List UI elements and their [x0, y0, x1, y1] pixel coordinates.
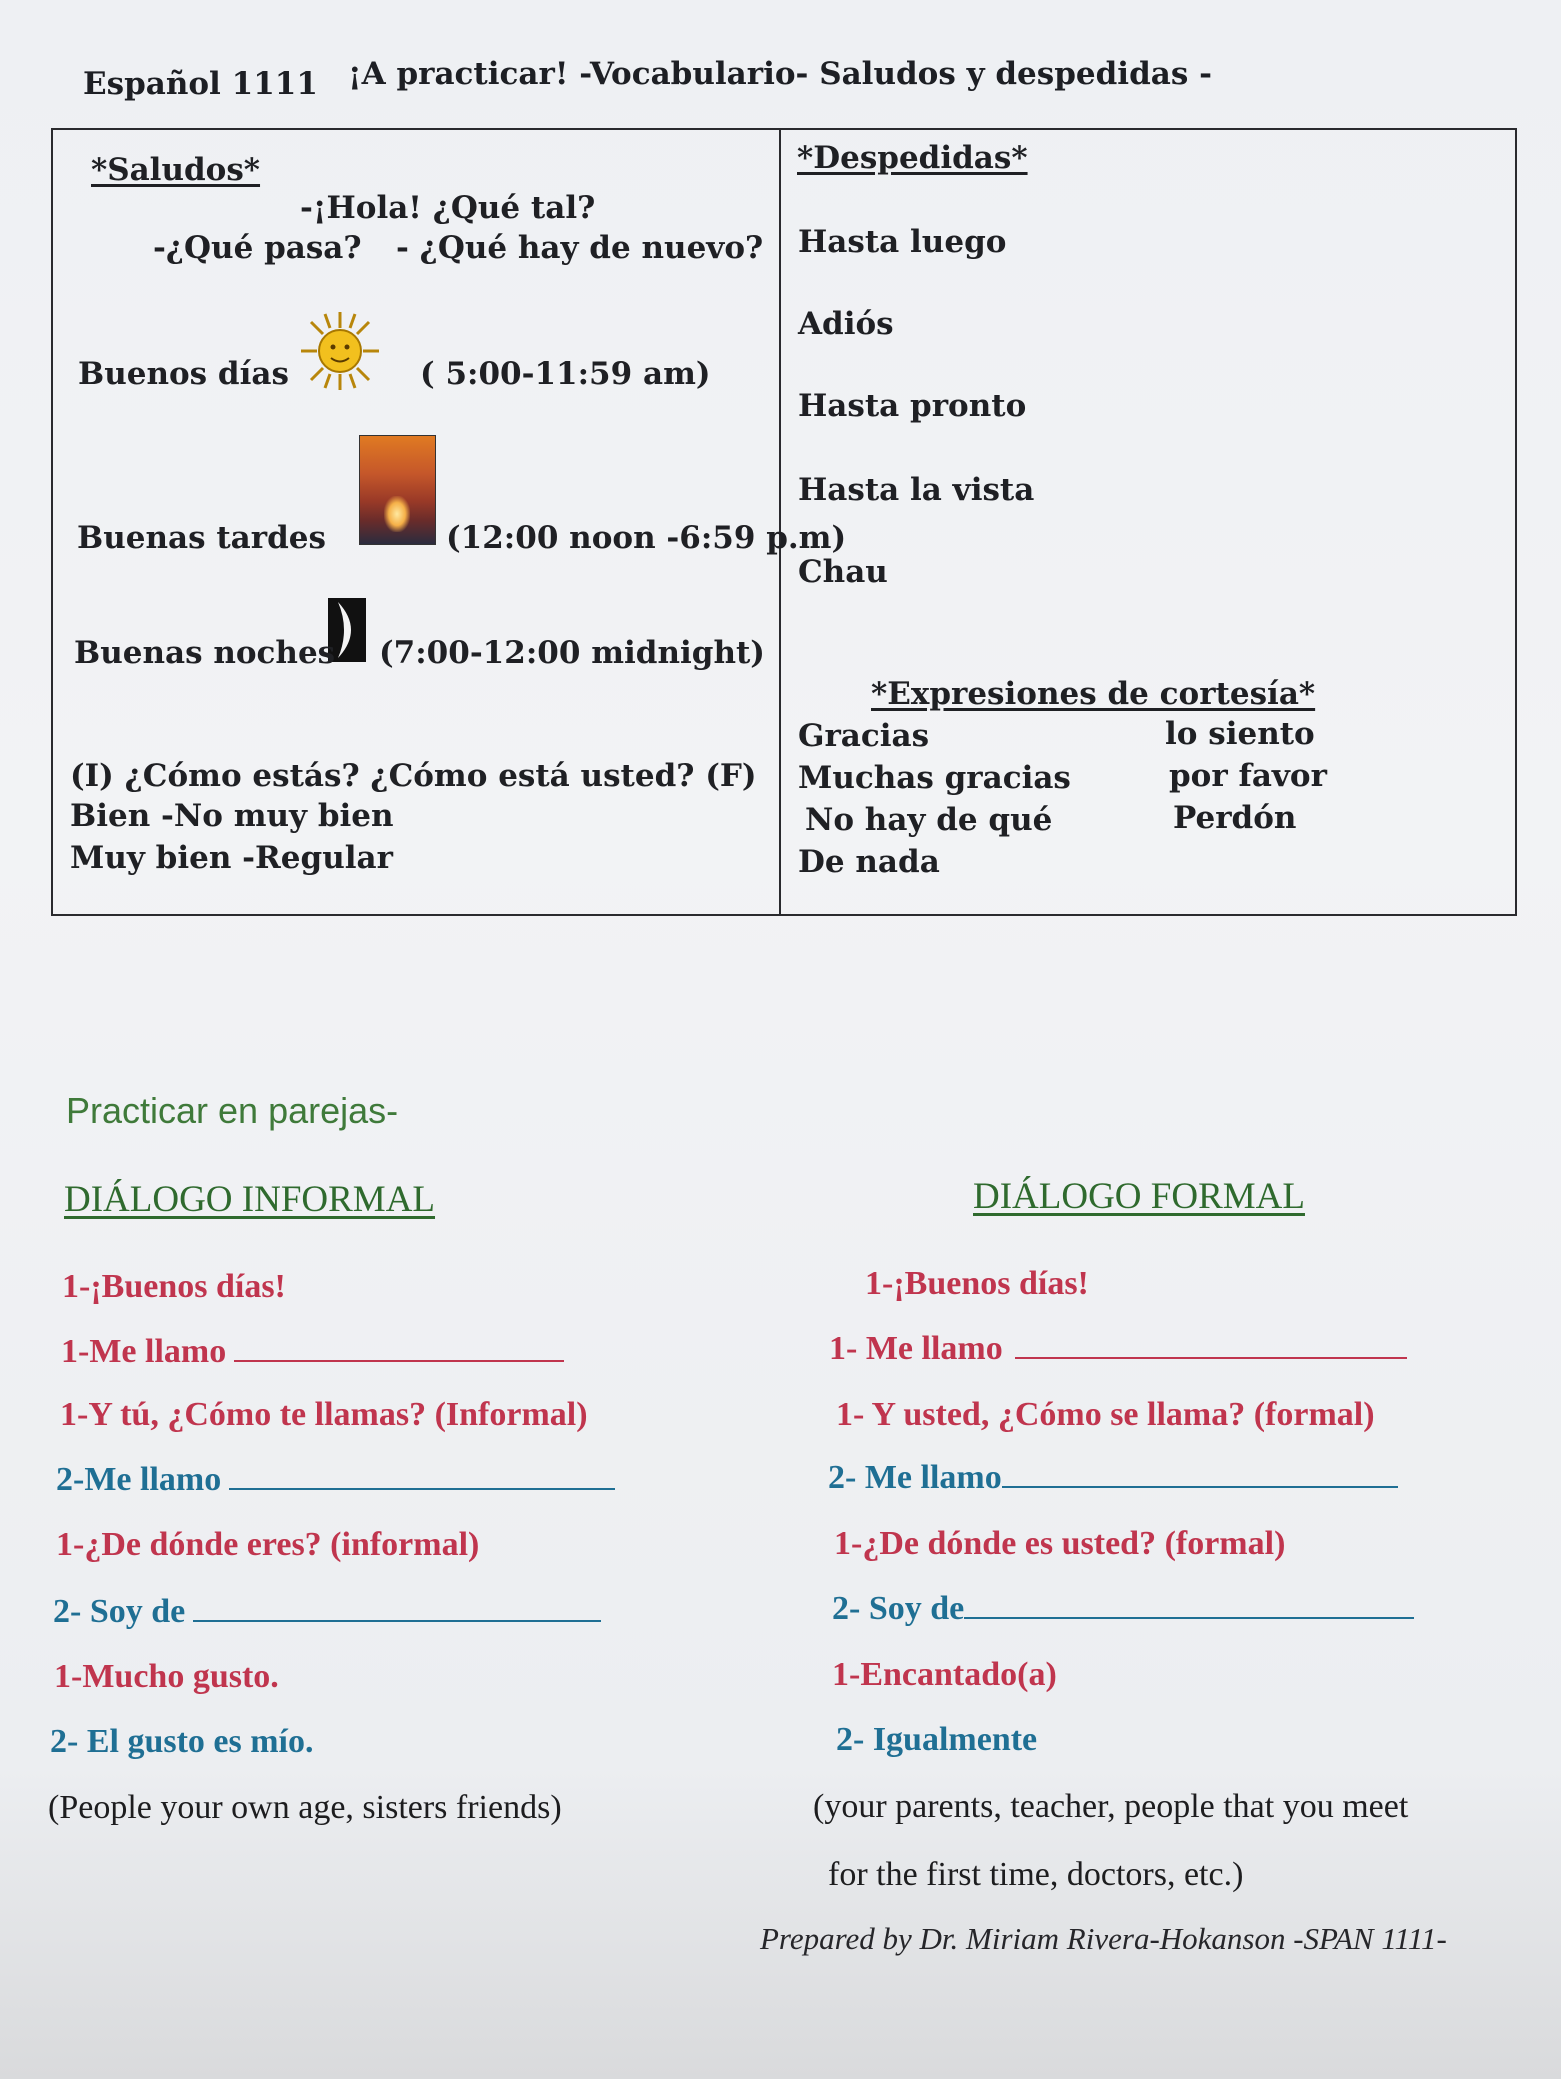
- formal-line-6: [832, 1590, 1414, 1628]
- cortesia-item: lo siento: [1165, 716, 1315, 752]
- informal-line-6-text: 2- Soy de: [53, 1593, 186, 1630]
- name-blank[interactable]: [234, 1360, 564, 1362]
- informal-line-6: [53, 1593, 601, 1631]
- informal-line-4: [56, 1461, 615, 1499]
- cortesia-heading: *Expresiones de cortesía*: [871, 676, 1316, 712]
- name-blank[interactable]: [1002, 1486, 1398, 1488]
- buenos-dias-time: ( 5:00-11:59 am): [420, 356, 711, 392]
- como-estas-line: (I) ¿Cómo estás? ¿Cómo está usted? (F): [70, 758, 757, 794]
- cortesia-item: Perdón: [1173, 800, 1297, 836]
- practice-title: Practicar en parejas-: [66, 1090, 399, 1131]
- cortesia-item: De nada: [798, 844, 940, 880]
- despedidas-heading: *Despedidas*: [797, 140, 1028, 176]
- course-name: Español 1111: [83, 66, 318, 102]
- cortesia-item: Gracias: [798, 718, 930, 754]
- vocabulary-table: [51, 128, 1517, 916]
- formal-note-line-2: for the first time, doctors, etc.): [828, 1856, 1244, 1893]
- cortesia-item: por favor: [1169, 758, 1327, 794]
- muy-bien-line: Muy bien -Regular: [70, 840, 393, 876]
- saludos-heading: *Saludos*: [91, 152, 261, 188]
- buenas-noches-label: Buenas noches: [74, 635, 336, 671]
- origin-blank[interactable]: [964, 1617, 1414, 1619]
- saludos-que-hay: - ¿Qué hay de nuevo?: [396, 230, 764, 266]
- sunset-image: [359, 435, 436, 545]
- formal-line-7: 1-Encantado(a): [832, 1656, 1057, 1693]
- informal-line-7: 1-Mucho gusto.: [54, 1658, 279, 1695]
- despedida-item: Hasta luego: [798, 224, 1007, 260]
- name-blank[interactable]: [1015, 1357, 1407, 1359]
- saludos-que-pasa: -¿Qué pasa?: [153, 230, 362, 266]
- name-blank[interactable]: [229, 1488, 615, 1490]
- sun-icon: [299, 310, 381, 392]
- informal-dialog-title: DIÁLOGO INFORMAL: [64, 1179, 436, 1220]
- cortesia-item: No hay de qué: [805, 802, 1053, 838]
- formal-dialog-title: DIÁLOGO FORMAL: [973, 1176, 1305, 1217]
- informal-line-4-text: 2-Me llamo: [56, 1461, 222, 1498]
- formal-line-1: 1-¡Buenos días!: [865, 1265, 1089, 1302]
- formal-line-4-text: 2- Me llamo: [828, 1459, 1002, 1496]
- formal-line-2-text: 1- Me llamo: [829, 1330, 1003, 1367]
- cortesia-item: Muchas gracias: [798, 760, 1071, 796]
- worksheet-title: ¡A practicar! -Vocabulario- Saludos y despedidas -: [348, 56, 1212, 92]
- informal-line-2-text: 1-Me llamo: [61, 1333, 227, 1370]
- informal-line-2: [61, 1333, 564, 1371]
- buenas-tardes-time: (12:00 noon -6:59 p.m): [446, 520, 847, 556]
- informal-line-5: 1-¿De dónde eres? (informal): [56, 1526, 480, 1563]
- formal-line-3: 1- Y usted, ¿Cómo se llama? (formal): [836, 1396, 1375, 1433]
- formal-line-8: 2- Igualmente: [836, 1721, 1038, 1758]
- formal-line-4: [828, 1459, 1398, 1497]
- formal-line-5: 1-¿De dónde es usted? (formal): [834, 1525, 1286, 1562]
- origin-blank[interactable]: [193, 1620, 601, 1622]
- despedida-item: Adiós: [798, 306, 894, 342]
- despedida-item: Hasta la vista: [798, 472, 1035, 508]
- formal-line-6-text: 2- Soy de: [832, 1590, 965, 1627]
- formal-line-2: [829, 1330, 1407, 1368]
- despedida-item: Hasta pronto: [798, 388, 1027, 424]
- formal-note-line-1: (your parents, teacher, people that you meet: [813, 1788, 1409, 1825]
- informal-line-8: 2- El gusto es mío.: [50, 1723, 314, 1760]
- buenas-noches-time: (7:00-12:00 midnight): [379, 635, 765, 671]
- bien-line: Bien -No muy bien: [70, 798, 394, 834]
- informal-line-3: 1-Y tú, ¿Cómo te llamas? (Informal): [60, 1396, 588, 1433]
- despedida-item: Chau: [798, 554, 888, 590]
- buenos-dias-label: Buenos días: [78, 356, 289, 392]
- buenas-tardes-label: Buenas tardes: [77, 520, 326, 556]
- saludos-hola-line: -¡Hola! ¿Qué tal?: [300, 190, 596, 226]
- informal-line-1: 1-¡Buenos días!: [62, 1268, 286, 1305]
- informal-note: (People your own age, sisters friends): [48, 1789, 562, 1826]
- author-credit: Prepared by Dr. Miriam Rivera-Hokanson -SPAN 1111-: [760, 1921, 1447, 1956]
